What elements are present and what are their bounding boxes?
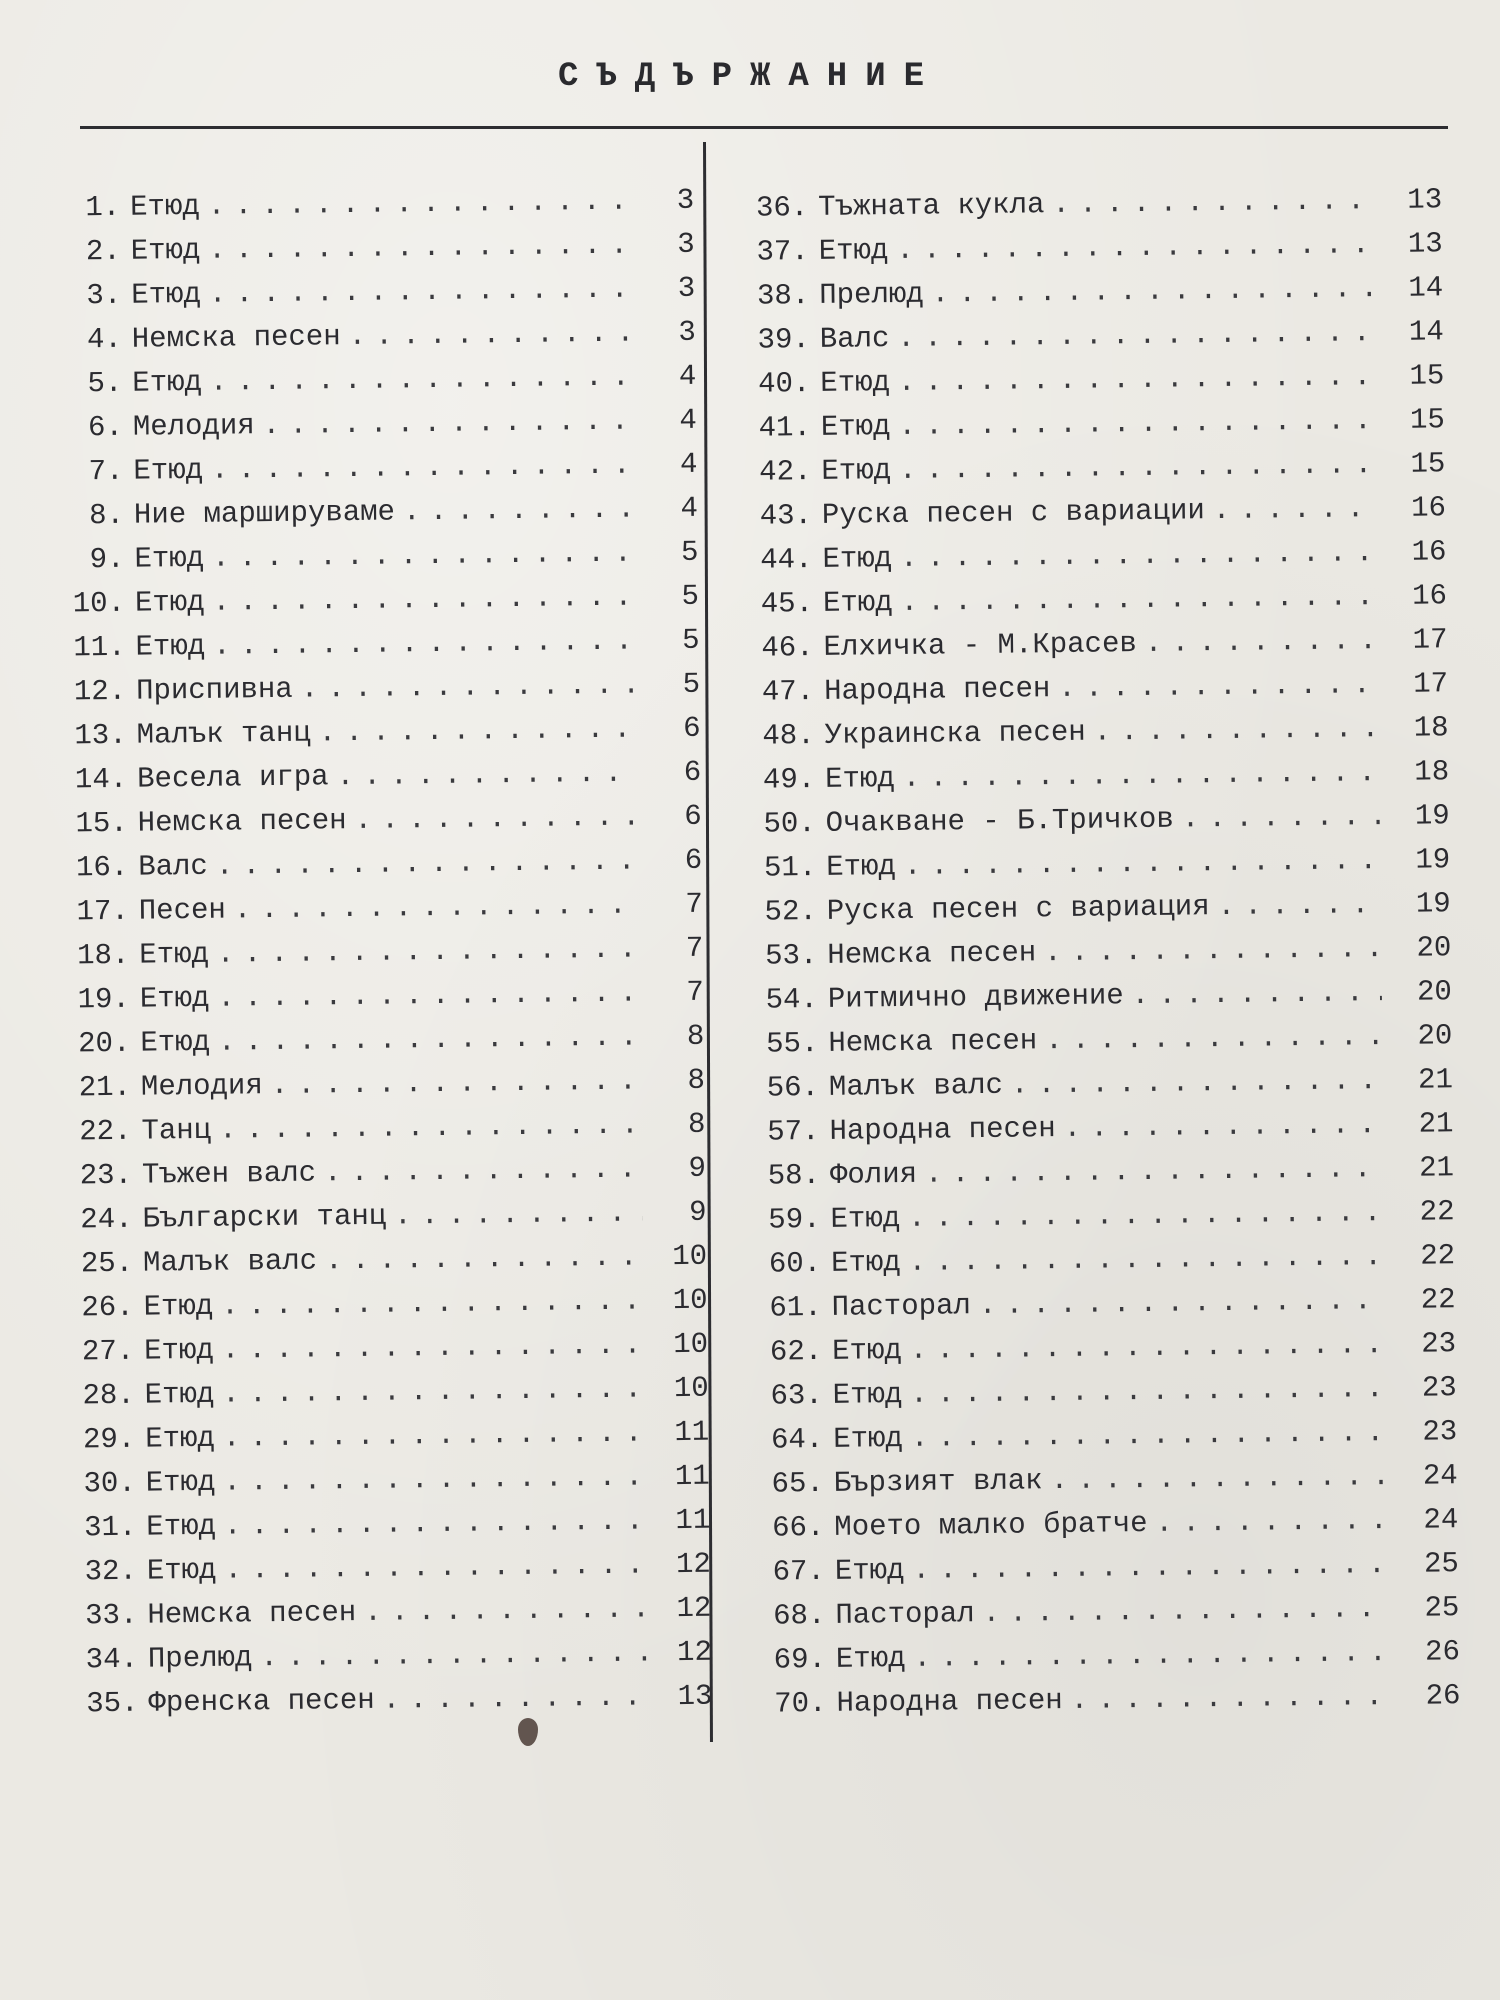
entry-title: Народна песен xyxy=(829,1112,1056,1148)
entry-page-number: 10 xyxy=(673,1371,709,1406)
entry-number: 41. xyxy=(758,411,812,445)
entry-title: Пасторал xyxy=(831,1289,972,1324)
entry-number: 54. xyxy=(765,982,819,1017)
dot-leader xyxy=(260,1636,648,1674)
dot-leader xyxy=(1045,1020,1383,1057)
dot-leader xyxy=(911,1416,1388,1455)
entry-number: 63. xyxy=(770,1378,823,1413)
entry-number: 30. xyxy=(83,1466,136,1501)
dot-leader xyxy=(908,1196,1385,1235)
entry-number: 42. xyxy=(759,455,812,489)
entry-title: Ритмично движение xyxy=(827,979,1124,1016)
entry-title: Етюд xyxy=(830,1245,901,1280)
entry-page-number: 18 xyxy=(1414,755,1450,789)
entry-title: Етюд xyxy=(144,1377,215,1412)
entry-page-number: 21 xyxy=(1418,1151,1455,1185)
entry-page-number: 26 xyxy=(1424,1635,1461,1669)
dot-leader xyxy=(354,801,638,837)
entry-title: Етюд xyxy=(824,762,896,796)
entry-page-number: 25 xyxy=(1424,1591,1460,1625)
entry-title: Етюд xyxy=(139,981,210,1016)
entry-number: 39. xyxy=(757,323,811,357)
dot-leader xyxy=(912,1548,1389,1587)
dot-leader xyxy=(221,1285,644,1323)
dot-leader xyxy=(910,1328,1387,1367)
entry-page-number: 13 xyxy=(677,1679,713,1714)
entry-number: 55. xyxy=(765,1026,819,1061)
dot-leader xyxy=(209,273,632,311)
entry-page-number: 22 xyxy=(1420,1239,1456,1273)
dot-leader xyxy=(403,493,634,529)
entry-page-number: 4 xyxy=(678,359,697,394)
entry-page-number: 23 xyxy=(1422,1415,1458,1449)
dot-leader xyxy=(212,537,635,575)
entry-title: Етюд xyxy=(146,1553,217,1588)
dot-leader xyxy=(1213,492,1377,527)
entry-page-number: 3 xyxy=(676,183,695,218)
entry-title: Френска песен xyxy=(148,1683,375,1720)
dot-leader xyxy=(898,360,1375,399)
dot-leader xyxy=(897,316,1374,355)
dot-leader xyxy=(318,713,636,750)
entry-page-number: 12 xyxy=(676,1591,712,1626)
entry-number: 56. xyxy=(766,1070,820,1105)
entry-page-number: 20 xyxy=(1416,975,1453,1009)
toc-left-column xyxy=(24,184,713,1732)
entry-page-number: 18 xyxy=(1413,711,1449,745)
entry-page-number: 9 xyxy=(688,1151,707,1185)
entry-page-number: 6 xyxy=(684,843,703,877)
dot-leader xyxy=(896,228,1373,267)
dot-leader xyxy=(903,756,1380,795)
entry-title: Етюд xyxy=(134,541,205,576)
dot-leader xyxy=(224,1548,647,1586)
entry-number: 45. xyxy=(760,587,814,621)
entry-title: Тъжен валс xyxy=(141,1156,317,1192)
entry-title: Етюд xyxy=(129,189,201,224)
entry-title: Тъжната кукла xyxy=(817,188,1045,224)
entry-number: 22. xyxy=(79,1114,132,1149)
entry-page-number: 4 xyxy=(679,447,698,482)
toc-right-column xyxy=(730,183,1461,1732)
entry-page-number: 3 xyxy=(677,271,696,306)
entry-page-number: 3 xyxy=(678,315,696,350)
entry-number: 14. xyxy=(74,762,128,797)
entry-title: Етюд xyxy=(835,1641,906,1676)
dot-leader xyxy=(222,1329,645,1367)
dot-leader xyxy=(909,1240,1386,1279)
entry-page-number: 22 xyxy=(1419,1195,1455,1229)
dot-leader xyxy=(348,317,632,353)
dot-leader xyxy=(931,272,1373,310)
entry-number: 5. xyxy=(87,366,123,401)
entry-title: Малък валс xyxy=(828,1068,1004,1104)
entry-title: Етюд xyxy=(140,1025,211,1060)
entry-number: 65. xyxy=(771,1466,824,1501)
entry-title: Етюд xyxy=(135,629,206,664)
entry-number: 49. xyxy=(762,763,816,797)
entry-title: Малък валс xyxy=(142,1244,318,1280)
entry-page-number: 26 xyxy=(1425,1679,1461,1713)
entry-page-number: 7 xyxy=(685,887,703,921)
entry-number: 35. xyxy=(86,1686,139,1721)
entry-number: 33. xyxy=(84,1598,138,1633)
entry-number: 10. xyxy=(72,586,126,621)
entry-number: 52. xyxy=(764,894,817,929)
entry-number: 4. xyxy=(86,322,123,357)
entry-title: Етюд xyxy=(821,454,892,488)
entry-title: Етюд xyxy=(820,410,891,444)
entry-page-number: 20 xyxy=(1417,1019,1453,1053)
dot-leader xyxy=(1011,1064,1383,1102)
entry-title: Етюд xyxy=(831,1333,902,1368)
entry-title: Етюд xyxy=(834,1553,905,1588)
dot-leader xyxy=(1217,888,1381,923)
toc-entry xyxy=(42,1680,712,1732)
entry-page-number: 12 xyxy=(675,1547,712,1582)
dot-leader xyxy=(301,669,637,706)
entry-number: 9. xyxy=(89,542,125,577)
entry-number: 12. xyxy=(73,674,127,709)
entry-number: 36. xyxy=(755,191,809,225)
entry-page-number: 8 xyxy=(687,1107,706,1141)
entry-page-number: 20 xyxy=(1416,931,1452,965)
dot-leader xyxy=(213,625,636,663)
entry-number: 24. xyxy=(80,1202,133,1237)
entry-number: 67. xyxy=(772,1554,826,1589)
entry-title: Етюд xyxy=(131,277,202,312)
entry-number: 25. xyxy=(80,1246,134,1281)
dot-leader xyxy=(1145,624,1378,660)
entry-number: 15. xyxy=(75,806,128,841)
entry-number: 70. xyxy=(774,1686,827,1721)
entry-number: 6. xyxy=(87,410,124,445)
entry-title: Пасторал xyxy=(835,1597,975,1632)
entry-number: 18. xyxy=(76,938,130,973)
entry-title: Очакване - Б.Тричков xyxy=(825,802,1174,840)
entry-title: Етюд xyxy=(822,542,893,576)
entry-number: 23. xyxy=(79,1158,133,1193)
entry-title: Етюд xyxy=(133,453,204,488)
dot-leader xyxy=(223,1461,646,1499)
entry-number: 17. xyxy=(76,894,129,929)
entry-page-number: 13 xyxy=(1407,227,1443,261)
entry-number: 13. xyxy=(74,718,127,753)
entry-page-number: 5 xyxy=(681,579,700,613)
entry-page-number: 8 xyxy=(686,1019,705,1053)
entry-title: Етюд xyxy=(145,1421,216,1456)
dot-leader xyxy=(925,1152,1384,1191)
dot-leader xyxy=(219,1109,642,1147)
entry-title: Народна песен xyxy=(823,672,1051,708)
entry-number: 46. xyxy=(761,631,814,665)
entry-number: 47. xyxy=(761,675,815,709)
entry-number: 11. xyxy=(73,630,126,665)
entry-title: Бързият влак xyxy=(833,1464,1043,1500)
entry-page-number: 16 xyxy=(1411,535,1447,569)
entry-number: 8. xyxy=(88,498,125,533)
entry-title: Народна песен xyxy=(836,1684,1063,1720)
dot-leader xyxy=(900,536,1377,575)
entry-number: 28. xyxy=(82,1378,135,1413)
dot-leader xyxy=(324,1153,642,1190)
entry-number: 38. xyxy=(756,279,810,313)
entry-title: Български танц xyxy=(142,1199,387,1236)
entry-page-number: 4 xyxy=(680,491,699,526)
entry-title: Немска песен xyxy=(147,1596,357,1632)
entry-title: Мелодия xyxy=(132,409,255,444)
dot-leader xyxy=(900,580,1377,619)
entry-page-number: 6 xyxy=(684,799,702,833)
ink-blot xyxy=(518,1718,538,1746)
entry-title: Етюд xyxy=(822,586,893,620)
entry-title: Етюд xyxy=(134,585,205,620)
entry-number: 60. xyxy=(768,1246,822,1281)
entry-title: Етюд xyxy=(146,1509,217,1544)
dot-leader xyxy=(1182,800,1380,835)
entry-page-number: 19 xyxy=(1414,799,1450,833)
dot-leader xyxy=(223,1417,646,1455)
entry-number: 16. xyxy=(75,850,129,885)
dot-leader xyxy=(1093,712,1378,748)
entry-page-number: 14 xyxy=(1408,271,1444,305)
entry-number: 59. xyxy=(768,1202,821,1237)
entry-page-number: 16 xyxy=(1410,491,1447,525)
entry-number: 68. xyxy=(772,1598,826,1633)
entry-title: Немска песен xyxy=(131,320,341,356)
entry-title: Немска песен xyxy=(827,936,1037,972)
entry-number: 19. xyxy=(77,982,131,1017)
entry-title: Мелодия xyxy=(140,1069,263,1104)
entry-page-number: 23 xyxy=(1421,1371,1457,1405)
entry-number: 61. xyxy=(769,1290,822,1325)
entry-title: Етюд xyxy=(130,233,201,268)
entry-page-number: 25 xyxy=(1423,1547,1460,1581)
dot-leader xyxy=(217,933,640,971)
entry-number: 3. xyxy=(86,278,122,313)
entry-title: Етюд xyxy=(139,937,210,972)
dot-leader xyxy=(1071,1680,1391,1717)
entry-page-number: 24 xyxy=(1423,1503,1459,1537)
dot-leader xyxy=(1058,668,1378,705)
entry-page-number: 12 xyxy=(676,1635,713,1670)
entry-page-number: 19 xyxy=(1415,887,1451,921)
dot-leader xyxy=(383,1680,649,1716)
header-rule xyxy=(80,126,1448,129)
entry-title: Руска песен с вариации xyxy=(821,494,1206,532)
entry-number: 20. xyxy=(77,1026,131,1061)
entry-page-number: 11 xyxy=(675,1503,711,1538)
entry-page-number: 21 xyxy=(1418,1107,1454,1141)
entry-number: 64. xyxy=(770,1422,824,1457)
dot-leader xyxy=(982,1592,1389,1630)
entry-number: 1. xyxy=(85,190,121,225)
entry-title: Песен xyxy=(138,893,227,928)
entry-title: Етюд xyxy=(830,1201,901,1236)
dot-leader xyxy=(1052,184,1372,221)
entry-number: 29. xyxy=(82,1422,136,1457)
entry-page-number: 6 xyxy=(683,755,702,789)
entry-number: 40. xyxy=(757,367,811,401)
dot-leader xyxy=(1044,932,1382,969)
entry-page-number: 24 xyxy=(1422,1459,1458,1493)
entry-title: Немска песен xyxy=(137,804,347,840)
dot-leader xyxy=(979,1284,1386,1322)
entry-number: 43. xyxy=(759,499,813,533)
entry-title: Елхичка - М.Красев xyxy=(823,627,1138,664)
dot-leader xyxy=(262,405,633,443)
entry-page-number: 11 xyxy=(674,1459,710,1494)
entry-title: Етюд xyxy=(820,366,891,400)
dot-leader xyxy=(913,1636,1390,1675)
entry-page-number: 10 xyxy=(673,1327,709,1362)
dot-leader xyxy=(224,1504,647,1542)
entry-page-number: 5 xyxy=(682,667,701,701)
dot-leader xyxy=(899,448,1376,487)
entry-page-number: 4 xyxy=(679,403,698,438)
entry-title: Етюд xyxy=(818,234,889,268)
entry-number: 31. xyxy=(83,1510,137,1545)
entry-title: Руска песен с вариация xyxy=(826,890,1210,928)
dot-leader xyxy=(216,845,639,883)
entry-number: 48. xyxy=(762,719,815,753)
entry-page-number: 15 xyxy=(1410,447,1446,481)
dot-leader xyxy=(208,229,631,267)
entry-title: Етюд xyxy=(143,1289,214,1324)
entry-title: Валс xyxy=(138,849,209,884)
entry-page-number: 23 xyxy=(1421,1327,1457,1361)
entry-title: Танц xyxy=(141,1113,212,1148)
entry-page-number: 3 xyxy=(677,227,695,262)
dot-leader xyxy=(904,844,1381,883)
entry-number: 26. xyxy=(81,1290,134,1325)
entry-title: Ние маршируваме xyxy=(133,495,396,532)
entry-number: 27. xyxy=(81,1334,135,1369)
dot-leader xyxy=(210,361,633,399)
entry-title: Приспивна xyxy=(135,672,293,708)
entry-number: 58. xyxy=(767,1158,821,1193)
entry-title: Етюд xyxy=(826,850,897,884)
entry-page-number: 5 xyxy=(681,623,700,657)
entry-title: Моето малко братче xyxy=(834,1506,1148,1544)
entry-title: Прелюд xyxy=(819,277,924,312)
entry-number: 50. xyxy=(763,807,816,841)
entry-title: Прелюд xyxy=(147,1641,253,1676)
dot-leader xyxy=(898,404,1375,443)
entry-page-number: 9 xyxy=(688,1195,707,1229)
entry-number: 53. xyxy=(764,938,818,973)
entry-number: 51. xyxy=(763,850,817,885)
page-title: СЪДЪРЖАНИЕ xyxy=(557,58,943,96)
dot-leader xyxy=(394,1197,643,1233)
entry-title: Етюд xyxy=(145,1465,216,1500)
dot-leader xyxy=(212,581,635,619)
dot-leader xyxy=(222,1373,645,1411)
toc-entry xyxy=(748,1679,1460,1732)
entry-page-number: 7 xyxy=(685,931,704,965)
dot-leader xyxy=(336,757,637,794)
dot-leader xyxy=(217,977,640,1015)
entry-number: 37. xyxy=(756,235,809,269)
entry-title: Етюд xyxy=(833,1421,904,1456)
entry-page-number: 22 xyxy=(1420,1283,1456,1317)
entry-page-number: 7 xyxy=(686,975,705,1009)
dot-leader xyxy=(1155,1504,1388,1540)
entry-page-number: 13 xyxy=(1407,183,1443,217)
entry-page-number: 15 xyxy=(1409,403,1446,437)
entry-title: Етюд xyxy=(143,1333,214,1368)
dot-leader xyxy=(1050,1460,1388,1497)
entry-title: Украинска песен xyxy=(824,715,1086,752)
entry-page-number: 6 xyxy=(682,711,701,745)
entry-page-number: 8 xyxy=(687,1063,706,1097)
entry-title: Фолия xyxy=(829,1157,918,1192)
entry-number: 57. xyxy=(767,1114,820,1149)
dot-leader xyxy=(208,185,631,223)
dot-leader xyxy=(1132,976,1383,1012)
entry-number: 21. xyxy=(78,1070,132,1105)
entry-page-number: 14 xyxy=(1408,315,1444,349)
entry-number: 34. xyxy=(85,1642,139,1677)
entry-number: 2. xyxy=(85,234,121,269)
entry-number: 32. xyxy=(84,1554,138,1589)
dot-leader xyxy=(218,1021,641,1059)
entry-page-number: 21 xyxy=(1417,1063,1454,1097)
entry-page-number: 19 xyxy=(1415,843,1451,877)
entry-title: Малък танц xyxy=(136,716,311,752)
entry-number: 69. xyxy=(773,1642,827,1677)
entry-title: Немска песен xyxy=(828,1024,1038,1060)
entry-page-number: 15 xyxy=(1409,359,1445,393)
entry-page-number: 5 xyxy=(680,535,699,569)
entry-number: 66. xyxy=(771,1510,825,1545)
entry-number: 7. xyxy=(88,454,124,489)
entry-page-number: 11 xyxy=(674,1415,710,1450)
dot-leader xyxy=(325,1241,643,1278)
entry-number: 62. xyxy=(769,1334,823,1369)
dot-leader xyxy=(234,889,639,927)
dot-leader xyxy=(211,449,634,487)
entry-page-number: 17 xyxy=(1412,623,1448,657)
entry-title: Етюд xyxy=(832,1377,903,1412)
entry-page-number: 10 xyxy=(672,1239,708,1274)
dot-leader xyxy=(910,1372,1387,1411)
entry-page-number: 10 xyxy=(672,1283,708,1318)
entry-title: Весела игра xyxy=(136,760,329,796)
dot-leader xyxy=(364,1592,648,1628)
entry-title: Валс xyxy=(819,322,890,356)
dot-leader xyxy=(271,1065,642,1103)
entry-title: Етюд xyxy=(132,365,203,400)
entry-page-number: 16 xyxy=(1411,579,1448,613)
entry-page-number: 17 xyxy=(1413,667,1449,701)
entry-number: 44. xyxy=(760,543,813,577)
dot-leader xyxy=(1064,1108,1384,1145)
